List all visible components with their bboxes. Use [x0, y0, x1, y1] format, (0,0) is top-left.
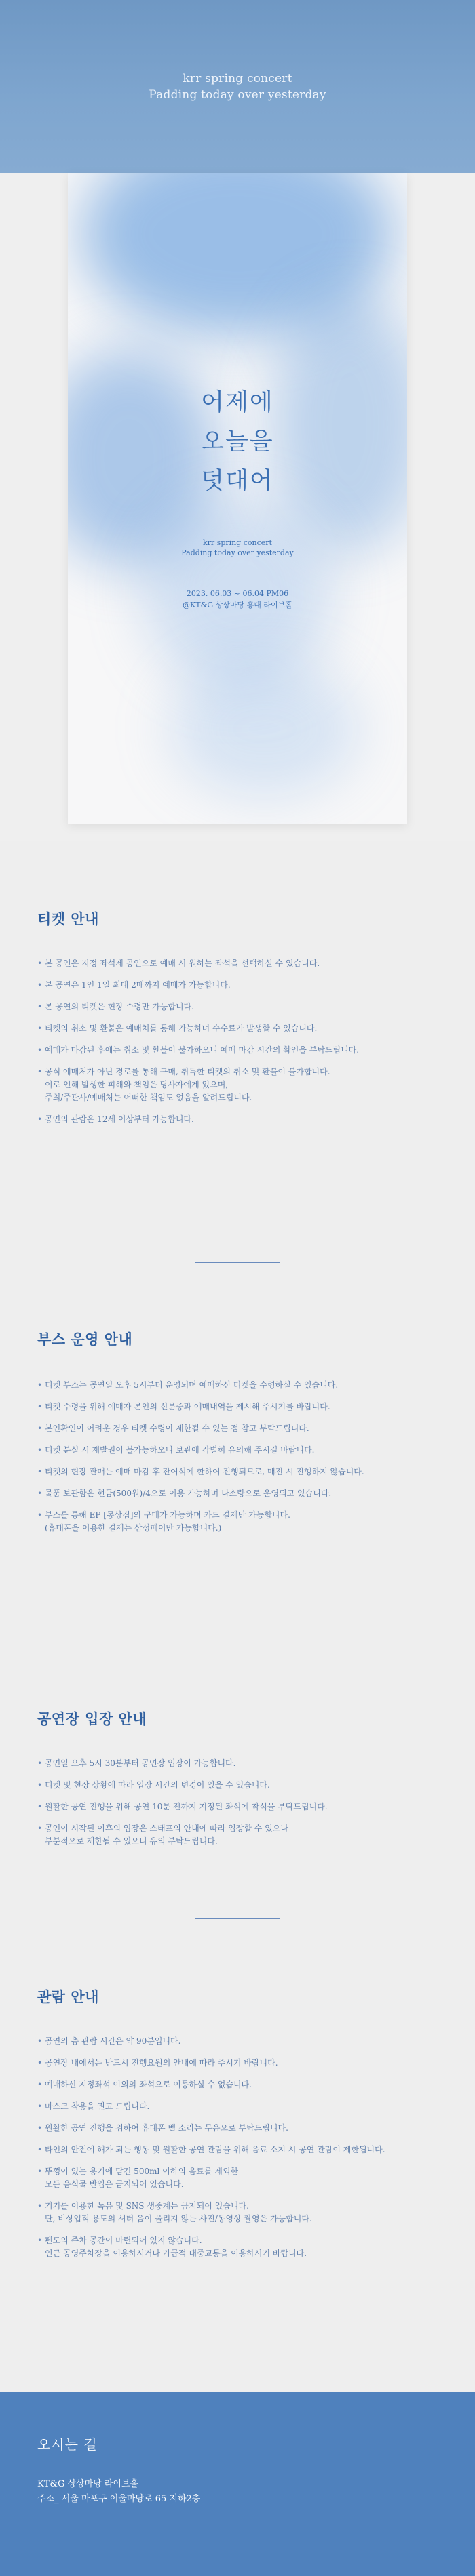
list-item: [37, 1379, 448, 1392]
list-item: [37, 2035, 448, 2048]
header-title: krr spring concert: [183, 71, 292, 85]
list-item: [37, 2078, 448, 2091]
list-item-text: • 공연의 관람은 12세 이상부터 가능합니다.: [45, 1114, 194, 1124]
list-item: [37, 1757, 448, 1770]
poster-sub-line-1: krr spring concert: [203, 538, 272, 547]
list-item-text: • 티켓 수령을 위해 예매자 본인의 신분증과 예매내역을 제시해 주시기를 바랍니다.: [45, 1402, 330, 1411]
entry-section-title: 공연장 입장 안내: [37, 1710, 147, 1727]
directions-title: 오시는 길: [37, 2436, 98, 2453]
viewing-list: [37, 2035, 448, 2269]
booth-section-title: 부스 운영 안내: [37, 1331, 133, 1348]
list-item: [37, 2234, 448, 2260]
list-item: [37, 2144, 448, 2156]
list-item-text: 단, 비상업적 용도의 셔터 음이 울리지 않는 사진/동영상 촬영은 가능합니다.: [45, 2214, 312, 2223]
list-item-text: • 예매하신 지정좌석 이외의 좌석으로 이동하실 수 없습니다.: [45, 2080, 252, 2089]
list-item: [37, 1401, 448, 1413]
list-item: [37, 1022, 448, 1035]
list-item-text: (휴대폰을 이용한 결제는 삼성페이만 가능합니다.): [45, 1523, 222, 1533]
section-divider: [195, 1918, 280, 1919]
list-item: [37, 2165, 448, 2191]
list-item-text: • 티켓 부스는 공연일 오후 5시부터 운영되며 예매하신 티켓을 수령하실 수 있습니다.: [45, 1380, 339, 1390]
poster-subtitle: [68, 538, 407, 558]
list-item: [37, 1779, 448, 1792]
list-item: [37, 1466, 448, 1478]
section-divider: [195, 1262, 280, 1263]
list-item: [37, 2122, 448, 2135]
entry-list: [37, 1757, 448, 1857]
poster-area: [0, 173, 475, 841]
concert-poster: [68, 173, 407, 824]
list-item-text: • 물품 보관함은 현금(500원)/4으로 이용 가능하며 나소량으로 운영되고 있습니다.: [45, 1489, 332, 1498]
ticket-section-title: 티켓 안내: [37, 910, 99, 927]
list-item-text: 부분적으로 제한될 수 있으니 유의 부탁드립니다.: [45, 1836, 218, 1846]
list-item-text: • 공연이 시작된 이후의 입장은 스태프의 안내에 따라 입장할 수 있으나: [45, 1824, 288, 1833]
list-item-text: 주최/주관사/예매처는 어떠한 책임도 없음을 알려드립니다.: [45, 1093, 252, 1102]
list-item: [37, 1509, 448, 1535]
list-item: [37, 979, 448, 992]
list-item-text: • 본 공연은 1인 1일 최대 2매까지 예매가 가능합니다.: [45, 980, 231, 990]
poster-info: [68, 588, 407, 611]
poster-title-line-3: 덧대어: [201, 468, 274, 495]
list-item-text: • 예매가 마감된 후에는 취소 및 환불이 불가하오니 예매 마감 시간의 확인을 부탁드립니다.: [45, 1045, 360, 1055]
list-item-text: • 펜도의 주차 공간이 마련되어 있지 않습니다.: [45, 2236, 202, 2245]
list-item-text: • 공연일 오후 5시 30분부터 공연장 입장이 가능합니다.: [45, 1758, 236, 1768]
header-banner: [0, 0, 475, 173]
list-item-text: 모든 음식물 반입은 금지되어 있습니다.: [45, 2179, 184, 2189]
list-item-text: • 공식 예매처가 아닌 경로를 통해 구매, 취득한 티켓의 취소 및 환불이 불가합니다.: [45, 1067, 330, 1076]
poster-blob-bottom: [170, 661, 360, 797]
list-item-text: 인근 공영주차장을 이용하시거나 가급적 대중교통을 이용하시기 바랍니다.: [45, 2249, 307, 2258]
list-item: [37, 1487, 448, 1500]
list-item: [37, 2057, 448, 2070]
viewing-section-title: 관람 안내: [37, 1988, 99, 2005]
list-item: [37, 1800, 448, 1813]
poster-venue: @KT&G 상상마당 홍대 라이브홀: [183, 601, 292, 609]
list-item-text: • 본 공연은 지정 좌석제 공연으로 예매 시 원하는 좌석을 선택하실 수 있습니다.: [45, 959, 320, 968]
list-item-text: • 티켓의 취소 및 환불은 예매처를 통해 가능하며 수수료가 발생할 수 있습니다.: [45, 1024, 318, 1033]
directions-venue: KT&G 상상마당 라이브홀: [37, 2479, 139, 2489]
list-item: [37, 1444, 448, 1457]
list-item-text: • 부스를 통해 EP [몽상집]의 구매가 가능하며 카드 결제만 가능합니다.: [45, 1510, 290, 1520]
list-item-text: • 원활한 공연 진행을 위하여 휴대폰 벨 소리는 무음으로 부탁드립니다.: [45, 2123, 288, 2133]
list-item-text: 이로 인해 발생한 피해와 책임은 당사자에게 있으며,: [45, 1080, 229, 1089]
list-item-text: • 원활한 공연 진행을 위해 공연 10분 전까지 지정된 좌석에 착석을 부탁드립니다.: [45, 1802, 328, 1811]
booth-list: [37, 1379, 448, 1544]
list-item-text: • 뚜껑이 있는 용기에 담긴 500ml 이하의 음료를 제외한: [45, 2167, 239, 2176]
list-item: [37, 1066, 448, 1104]
poster-title: [68, 383, 407, 501]
list-item-text: • 티켓 및 현장 상황에 따라 입장 시간의 변경이 있을 수 있습니다.: [45, 1780, 270, 1790]
ticket-list: [37, 957, 448, 1135]
list-item-text: • 티켓의 현장 판매는 예매 마감 후 잔여석에 한하여 진행되므로, 매진 시 진행하지 않습니다.: [45, 1467, 364, 1476]
directions-address: 주소_ 서울 마포구 어울마당로 65 지하2층: [37, 2494, 201, 2504]
list-item-text: • 공연장 내에서는 반드시 진행요원의 안내에 따라 주시기 바랍니다.: [45, 2058, 278, 2068]
poster-sub-line-2: Padding today over yesterday: [181, 548, 294, 557]
list-item: [37, 2100, 448, 2113]
header-subtitle: Padding today over yesterday: [149, 87, 326, 102]
poster-date: 2023. 06.03 ~ 06.04 PM06: [186, 589, 289, 598]
list-item: [37, 1001, 448, 1013]
directions-section: [0, 2392, 475, 2576]
list-item: [37, 1822, 448, 1848]
list-item: [37, 2200, 448, 2226]
poster-title-line-2: 오늘을: [201, 428, 274, 456]
list-item: [37, 957, 448, 970]
list-item: [37, 1044, 448, 1057]
list-item: [37, 1113, 448, 1126]
list-item-text: • 공연의 총 관람 시간은 약 90분입니다.: [45, 2036, 181, 2046]
list-item: [37, 1422, 448, 1435]
list-item-text: • 본 공연의 티켓은 현장 수령만 가능합니다.: [45, 1002, 194, 1011]
list-item-text: • 티켓 분실 시 재발권이 불가능하오니 보관에 각별히 유의해 주시길 바랍니다.: [45, 1445, 315, 1455]
list-item-text: • 기기를 이용한 녹음 및 SNS 생중계는 금지되어 있습니다.: [45, 2201, 249, 2211]
poster-title-line-1: 어제에: [201, 389, 274, 416]
list-item-text: • 마스크 착용을 권고 드립니다.: [45, 2101, 150, 2111]
list-item-text: • 타인의 안전에 해가 되는 행동 및 원활한 공연 관람을 위해 음료 소지 시 공연 관람이 제한됩니다.: [45, 2145, 385, 2154]
list-item-text: • 본인확인이 어려운 경우 티켓 수령이 제한될 수 있는 점 참고 부탁드립니다.: [45, 1424, 309, 1433]
